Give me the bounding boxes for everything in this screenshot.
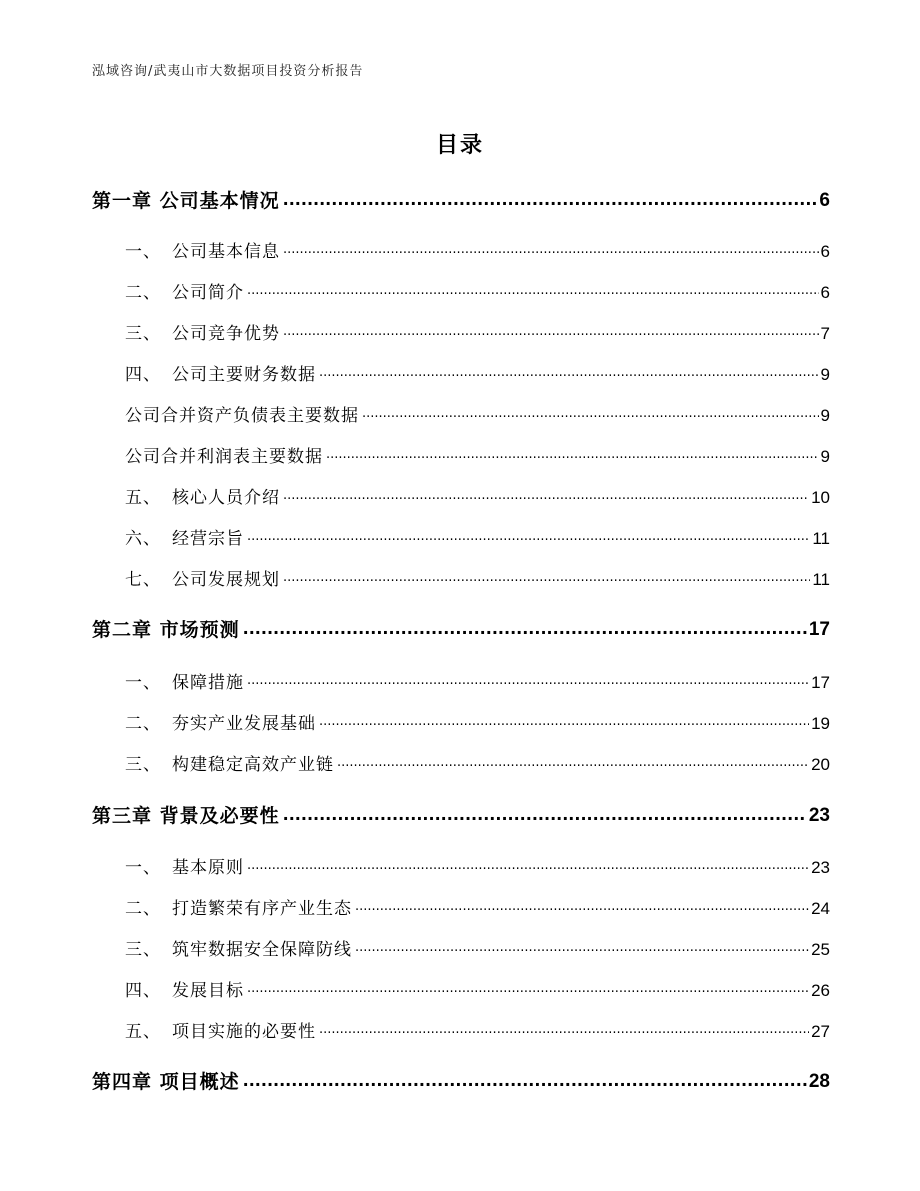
dot-leader <box>283 322 819 346</box>
dot-leader <box>247 281 819 305</box>
toc-page-number: 9 <box>820 365 830 384</box>
toc-section-number: 二、 <box>125 283 161 303</box>
dot-leader <box>355 938 809 962</box>
toc-page-number: 23 <box>808 805 830 826</box>
dot-leader <box>243 617 807 643</box>
toc-entry-text: 项目实施的必要性 <box>172 1022 316 1042</box>
dot-leader <box>283 568 810 592</box>
toc-section-2-3[interactable] <box>125 753 830 777</box>
toc-entry-text: 公司合并资产负债表主要数据 <box>125 406 359 426</box>
toc-page-number: 26 <box>811 981 830 1000</box>
dot-leader <box>355 897 809 921</box>
toc-section-2-2[interactable] <box>125 712 830 736</box>
toc-entry-text: 打造繁荣有序产业生态 <box>172 899 352 919</box>
toc-page-number: 6 <box>820 242 830 261</box>
dot-leader <box>247 979 809 1003</box>
dot-leader <box>362 404 819 428</box>
toc-title: 目录 <box>435 133 484 158</box>
dot-leader <box>283 188 818 214</box>
toc-section-1-5[interactable] <box>125 486 830 510</box>
toc-section-1-4[interactable] <box>125 363 830 387</box>
toc-section-number: 三、 <box>125 755 161 775</box>
toc-entry-text: 保障措施 <box>172 673 244 693</box>
toc-entry-text: 公司简介 <box>172 283 244 303</box>
toc-section-1-6[interactable] <box>125 527 830 551</box>
toc-section-3-3[interactable] <box>125 938 830 962</box>
toc-page-number: 17 <box>811 673 830 692</box>
toc-entry-text: 第四章 项目概述 <box>92 1071 240 1093</box>
toc-chapter-1[interactable] <box>92 188 830 214</box>
toc-section-1-2[interactable] <box>125 281 830 305</box>
toc-chapter-3[interactable] <box>92 803 830 829</box>
toc-section-1-7[interactable] <box>125 568 830 592</box>
dot-leader <box>247 527 810 551</box>
toc-chapter-2[interactable] <box>92 617 830 643</box>
dot-leader <box>247 856 809 880</box>
toc-subsection-balance-sheet[interactable] <box>125 404 830 428</box>
toc-entry-text: 发展目标 <box>172 981 244 1001</box>
toc-page-number: 28 <box>808 1071 830 1092</box>
toc-section-number: 五、 <box>125 1022 161 1042</box>
toc-section-number: 二、 <box>125 714 161 734</box>
toc-section-1-1[interactable] <box>125 240 830 264</box>
toc-section-3-5[interactable] <box>125 1020 830 1044</box>
toc-entry-text: 构建稳定高效产业链 <box>172 755 334 775</box>
toc-page-number: 23 <box>811 858 830 877</box>
toc-subsection-income-statement[interactable] <box>125 445 830 469</box>
toc-section-number: 三、 <box>125 324 161 344</box>
toc-section-number: 二、 <box>125 899 161 919</box>
toc-section-number: 六、 <box>125 529 161 549</box>
toc-entry-text: 核心人员介绍 <box>172 488 280 508</box>
dot-leader <box>243 1069 807 1095</box>
toc-page-number: 20 <box>811 755 830 774</box>
dot-leader <box>319 1020 809 1044</box>
toc-section-number: 五、 <box>125 488 161 508</box>
toc-entry-text: 第二章 市场预测 <box>92 619 240 641</box>
toc-page-number: 24 <box>811 899 830 918</box>
toc-section-number: 七、 <box>125 570 161 590</box>
toc-section-number: 三、 <box>125 940 161 960</box>
toc-entry-text: 第三章 背景及必要性 <box>92 805 280 827</box>
toc-section-3-2[interactable] <box>125 897 830 921</box>
toc-page-number: 9 <box>820 447 830 466</box>
toc-entry-text: 经营宗旨 <box>172 529 244 549</box>
toc-page-number: 17 <box>808 619 830 640</box>
dot-leader <box>247 671 809 695</box>
toc-entry-text: 公司发展规划 <box>172 570 280 590</box>
toc-entry-text: 公司竞争优势 <box>172 324 280 344</box>
toc-page-number: 6 <box>820 283 830 302</box>
toc-entry-text: 筑牢数据安全保障防线 <box>172 940 352 960</box>
toc-entry-text: 公司合并利润表主要数据 <box>125 447 323 467</box>
toc-entry-text: 公司主要财务数据 <box>172 365 316 385</box>
dot-leader <box>283 486 809 510</box>
dot-leader <box>337 753 809 777</box>
toc-page-number: 25 <box>811 940 830 959</box>
dot-leader <box>319 712 809 736</box>
toc-entry-text: 基本原则 <box>172 858 244 878</box>
dot-leader <box>319 363 819 387</box>
toc-section-2-1[interactable] <box>125 671 830 695</box>
toc-section-3-1[interactable] <box>125 856 830 880</box>
toc-entry-text: 公司基本信息 <box>172 242 280 262</box>
toc-section-1-3[interactable] <box>125 322 830 346</box>
toc-section-number: 一、 <box>125 673 161 693</box>
toc-section-number: 一、 <box>125 858 161 878</box>
toc-section-number: 一、 <box>125 242 161 262</box>
toc-page-number: 11 <box>812 529 830 548</box>
toc-page-number: 9 <box>820 406 830 425</box>
toc-page-number: 10 <box>811 488 830 507</box>
running-header: 泓域咨询/武夷山市大数据项目投资分析报告 <box>92 64 364 79</box>
toc-page-number: 6 <box>819 190 830 211</box>
toc-entry-text: 夯实产业发展基础 <box>172 714 316 734</box>
toc-page-number: 7 <box>820 324 830 343</box>
toc-section-3-4[interactable] <box>125 979 830 1003</box>
dot-leader <box>326 445 819 469</box>
toc-page-number: 19 <box>811 714 830 733</box>
toc-chapter-4[interactable] <box>92 1069 830 1095</box>
toc-page-number: 11 <box>812 570 830 589</box>
toc-page-number: 27 <box>811 1022 830 1041</box>
toc-section-number: 四、 <box>125 981 161 1001</box>
dot-leader <box>283 803 807 829</box>
toc-section-number: 四、 <box>125 365 161 385</box>
dot-leader <box>283 240 819 264</box>
toc-entry-text: 第一章 公司基本情况 <box>92 190 280 212</box>
